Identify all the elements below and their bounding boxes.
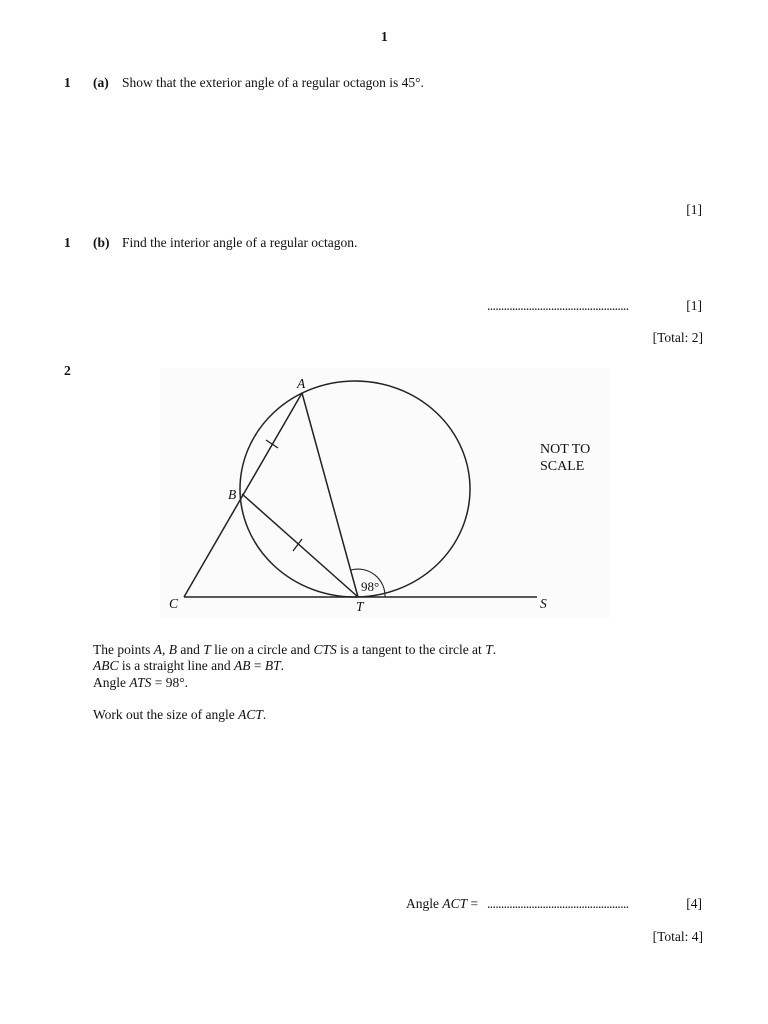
label-b: B <box>228 487 237 502</box>
not-to-scale-line2: SCALE <box>540 459 585 474</box>
q1b-marks: [1] <box>686 298 702 313</box>
q1b-part: (b) <box>93 235 110 250</box>
page-number: 1 <box>381 29 388 44</box>
label-t: T <box>356 599 364 614</box>
q2-answer-line[interactable]: ................................................... <box>487 896 629 911</box>
q1a-number: 1 <box>64 75 71 90</box>
label-s: S <box>540 596 547 611</box>
q2-marks: [4] <box>686 896 702 911</box>
angle-label-98: 98° <box>361 579 380 594</box>
not-to-scale-line1: NOT TO <box>540 442 591 457</box>
label-c: C <box>169 596 179 611</box>
q2-line3: Angle ATS = 98°. <box>93 675 189 690</box>
q2-number: 2 <box>64 363 71 378</box>
q1b-text: Find the interior angle of a regular octagon. <box>122 235 358 250</box>
q2-line1: The points A, B and T lie on a circle and CTS is a tangent to the circle at T. <box>93 642 497 657</box>
circle-tangent-diagram <box>160 368 610 618</box>
q1a-text: Show that the exterior angle of a regular octagon is 45°. <box>122 75 424 90</box>
label-a: A <box>297 376 306 391</box>
q2-total: [Total: 4] <box>652 929 703 944</box>
q1a-part: (a) <box>93 75 109 90</box>
q1b-answer-line[interactable]: ................................................... <box>487 298 629 313</box>
q1a-marks: [1] <box>686 202 702 217</box>
q2-answer-prefix: Angle ACT = <box>406 896 479 911</box>
q2-question: Work out the size of angle ACT. <box>93 707 267 722</box>
q1-total: [Total: 2] <box>652 330 703 345</box>
q1b-number: 1 <box>64 235 71 250</box>
q2-line2: ABC is a straight line and AB = BT. <box>93 658 284 673</box>
